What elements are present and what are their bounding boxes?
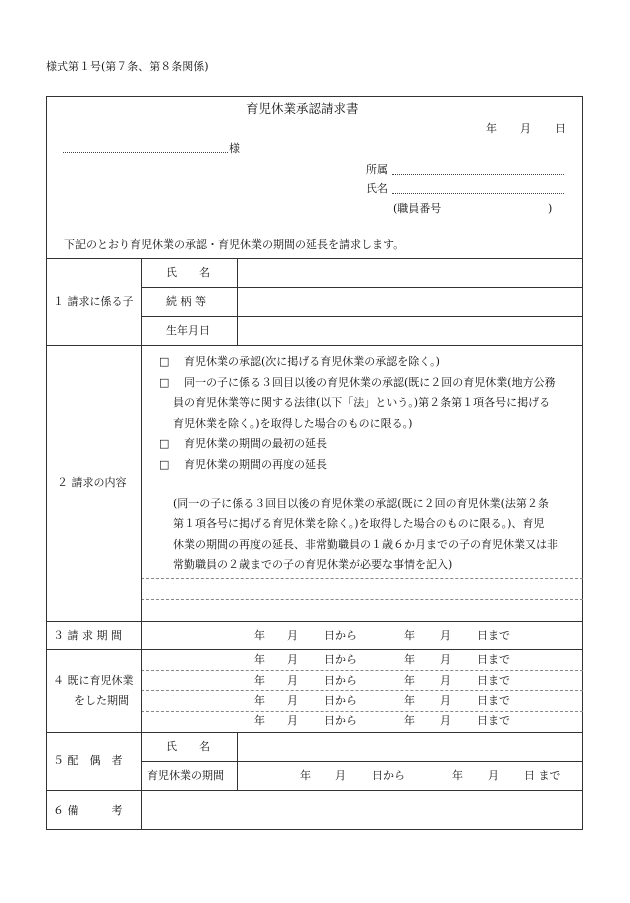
period-to-day: 日まで — [477, 629, 510, 642]
period-to-year: 年 — [404, 653, 415, 666]
divider-line — [141, 287, 583, 288]
divider-line — [46, 790, 583, 791]
subfield-column-line — [237, 732, 238, 790]
affiliation-line[interactable] — [392, 174, 564, 175]
section1-label: １ 請求に係る子 — [53, 295, 134, 308]
option3-text: 育児休業の期間の最初の延長 — [184, 437, 327, 450]
period-from-day: 日から — [324, 694, 357, 707]
checkbox-option2[interactable]: □ — [159, 376, 170, 389]
divider-line — [141, 316, 583, 317]
period-from-month: 月 — [287, 714, 298, 727]
period-from-year: 年 — [300, 769, 311, 782]
reason-note-line: (同一の子に係る３回目以後の育児休業の承認(既に２回の育児休業(法第２条 — [173, 497, 549, 510]
period-to-day: 日まで — [477, 694, 510, 707]
period-from-day: 日から — [324, 629, 357, 642]
option2-text: 同一の子に係る３回目以後の育児休業の承認(既に２回の育児休業(地方公務 — [184, 376, 556, 389]
checkbox-option3[interactable]: □ — [159, 437, 170, 450]
employee-number-close: ) — [548, 202, 553, 215]
addressee-line[interactable] — [63, 152, 228, 153]
writing-line — [141, 690, 583, 691]
period-to-month: 月 — [488, 769, 499, 782]
name-line[interactable] — [392, 193, 564, 194]
date-day-label: 日 — [555, 122, 566, 135]
period-to-year: 年 — [404, 694, 415, 707]
section4-label-line2: をした期間 — [74, 694, 129, 707]
period-to-day: 日まで — [477, 714, 510, 727]
section4-label-line1: ４ 既に育児休業 — [53, 674, 134, 687]
option2-text-cont1: 員の育児休業等に関する法律(以下「法」という。)第２条第１項各号に掲げる — [173, 396, 551, 409]
period-from-year: 年 — [254, 653, 265, 666]
period-from-month: 月 — [335, 769, 346, 782]
period-to-year: 年 — [404, 674, 415, 687]
divider-line — [46, 258, 583, 259]
spouse-leave-period-label: 育児休業の期間 — [147, 769, 224, 782]
option1-text: 育児休業の承認(次に掲げる育児休業の承認を除く。) — [184, 355, 440, 368]
period-to-month: 月 — [440, 653, 451, 666]
period-from-month: 月 — [287, 629, 298, 642]
writing-line — [141, 578, 583, 579]
period-from-month: 月 — [287, 653, 298, 666]
section2-label: ２ 請求の内容 — [57, 476, 127, 489]
period-from-year: 年 — [254, 694, 265, 707]
period-from-year: 年 — [254, 629, 265, 642]
affiliation-label: 所属 — [366, 163, 388, 176]
period-to-year: 年 — [404, 714, 415, 727]
child-relationship-label: 続 柄 等 — [166, 295, 206, 308]
divider-line — [46, 649, 583, 650]
date-year-label: 年 — [486, 122, 497, 135]
writing-line — [141, 711, 583, 712]
section6-label: ６ 備 考 — [53, 804, 123, 817]
divider-line — [46, 732, 583, 733]
label-column-line — [141, 258, 142, 830]
addressee-suffix: 様 — [229, 142, 240, 155]
period-from-day: 日から — [324, 674, 357, 687]
period-from-year: 年 — [254, 674, 265, 687]
period-from-day: 日から — [324, 714, 357, 727]
period-from-month: 月 — [287, 694, 298, 707]
period-to-month: 月 — [440, 694, 451, 707]
period-to-month: 月 — [440, 674, 451, 687]
date-month-label: 月 — [520, 122, 531, 135]
period-to-year: 年 — [404, 629, 415, 642]
section3-label: ３ 請 求 期 間 — [53, 629, 122, 642]
reason-note-line: 第１項各号に掲げる育児休業を除く。)を取得した場合のものに限る。)、育児 — [173, 517, 545, 530]
section5-label: ５ 配 偶 者 — [53, 754, 123, 767]
divider-line — [141, 761, 583, 762]
option2-text-cont2: 育児休業を除く。)を取得した場合のものに限る。) — [173, 417, 413, 430]
form-number-note: 様式第１号(第７条、第８条関係) — [46, 60, 209, 73]
checkbox-option4[interactable]: □ — [159, 458, 170, 471]
name-label: 氏名 — [366, 182, 388, 195]
period-to-day: 日 まで — [524, 769, 561, 782]
period-from-year: 年 — [254, 714, 265, 727]
checkbox-option1[interactable]: □ — [159, 355, 170, 368]
reason-note-line: 常勤職員の２歳までの子の育児休業が必要な事情を記入) — [173, 558, 453, 571]
reason-note-line: 休業の期間の再度の延長、非常勤職員の１歳６か月までの子の育児休業又は非 — [173, 538, 558, 551]
writing-line — [141, 599, 583, 600]
request-statement: 下記のとおり育児休業の承認・育児休業の期間の延長を請求します。 — [64, 238, 405, 251]
period-from-day: 日から — [372, 769, 405, 782]
child-name-label: 氏 名 — [166, 266, 210, 279]
period-from-day: 日から — [324, 653, 357, 666]
writing-line — [141, 670, 583, 671]
spouse-name-label: 氏 名 — [166, 740, 210, 753]
period-to-day: 日まで — [477, 674, 510, 687]
period-to-day: 日まで — [477, 653, 510, 666]
child-birthdate-label: 生年月日 — [166, 324, 210, 337]
employee-number-label: (職員番号 — [393, 202, 442, 215]
form-title: 育児休業承認請求書 — [246, 101, 359, 116]
period-from-month: 月 — [287, 674, 298, 687]
period-to-year: 年 — [452, 769, 463, 782]
subfield-column-line — [237, 258, 238, 345]
period-to-month: 月 — [440, 714, 451, 727]
divider-line — [46, 621, 583, 622]
period-to-month: 月 — [440, 629, 451, 642]
option4-text: 育児休業の期間の再度の延長 — [184, 458, 327, 471]
divider-line — [46, 345, 583, 346]
